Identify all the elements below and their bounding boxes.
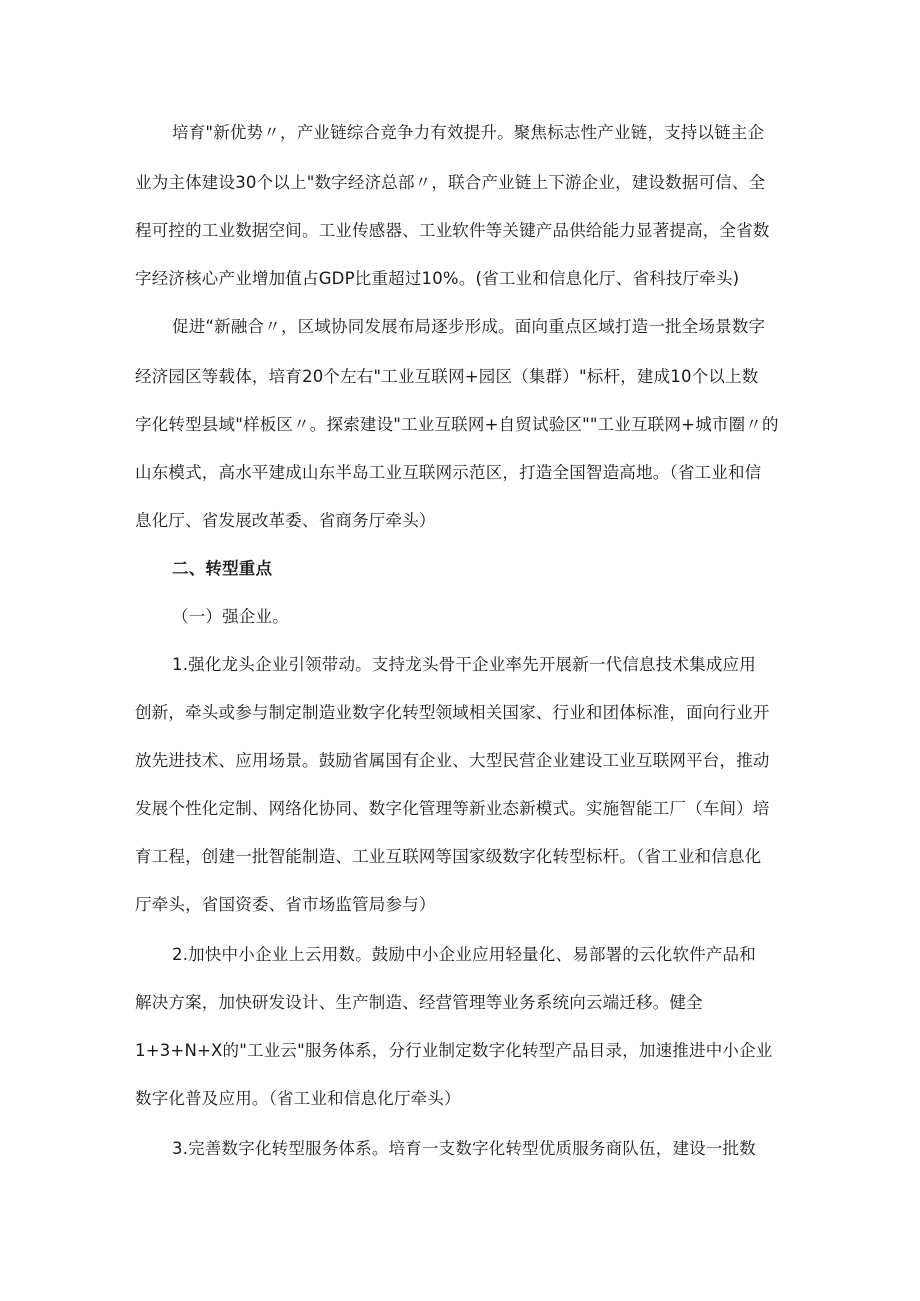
item-1-line-5: 育工程，创建一批智能制造、工业互联网等国家级数字化转型标杆。（省工业和信息化 (135, 847, 762, 866)
paragraph-2-line-1: 促进“新融合〃，区域协同发展布局逐步形成。面向重点区域打造一批全场景数字 (172, 317, 766, 336)
item-2-line-4: 数字化普及应用。（省工业和信息化厅牵头） (135, 1089, 461, 1108)
paragraph-1-line-1: 培育"新优势〃，产业链综合竞争力有效提升。聚焦标志性产业链，支持以链主企 (172, 123, 765, 142)
item-1-line-4: 发展个性化定制、网络化协同、数字化管理等新业态新模式。实施智能工厂（车间）培 (135, 799, 770, 818)
item-2-line-1: 2.加快中小企业上云用数。鼓励中小企业应用轻量化、易部署的云化软件产品和 (172, 945, 756, 964)
paragraph-2-line-2: 经济园区等载体，培育20个左右"工业互联网+园区（集群）"标杆，建成10个以上数 (135, 367, 759, 386)
paragraph-1-line-3: 程可控的工业数据空间。工业传感器、工业软件等关键产品供给能力显著提高，全省数 (135, 221, 770, 240)
paragraph-1-line-4: 字经济核心产业增加值占GDP比重超过10%。(省工业和信息化厅、省科技厅牵头) (135, 269, 740, 288)
paragraph-1-line-2: 业为主体建设30个以上"数字经济总部〃，联合产业链上下游企业，建设数据可信、全 (135, 173, 766, 192)
item-1-line-2: 创新，牵头或参与制定制造业数字化转型领域相关国家、行业和团体标准，面向行业开 (135, 703, 770, 722)
section-heading: 二、转型重点 (172, 559, 273, 578)
item-2-line-2: 解决方案，加快研发设计、生产制造、经营管理等业务系统向云端迁移。健全 (135, 993, 703, 1012)
item-1-line-6: 厅牵头，省国资委、省市场监管局参与） (135, 895, 436, 914)
item-2-line-3: 1+3+N+X的"工业云"服务体系，分行业制定数字化转型产品目录，加速推进中小企业 (135, 1041, 773, 1060)
item-1-line-3: 放先进技术、应用场景。鼓励省属国有企业、大型民营企业建设工业互联网平台，推动 (135, 751, 770, 770)
paragraph-2-line-3: 字化转型县域"样板区〃。探索建设"工业互联网+自贸试验区""工业互联网+城市圈〃的 (135, 415, 779, 434)
subsection-heading: （一）强企业。 (172, 607, 289, 626)
item-3-line-1: 3.完善数字化转型服务体系。培育一支数字化转型优质服务商队伍，建设一批数 (172, 1139, 756, 1158)
paragraph-2-line-4: 山东模式，高水平建成山东半岛工业互联网示范区，打造全国智造高地。（省工业和信 (135, 463, 762, 482)
item-1-line-1: 1.强化龙头企业引领带动。支持龙头骨干企业率先开展新一代信息技术集成应用 (172, 655, 756, 674)
paragraph-2-line-5: 息化厅、省发展改革委、省商务厅牵头） (135, 511, 436, 530)
